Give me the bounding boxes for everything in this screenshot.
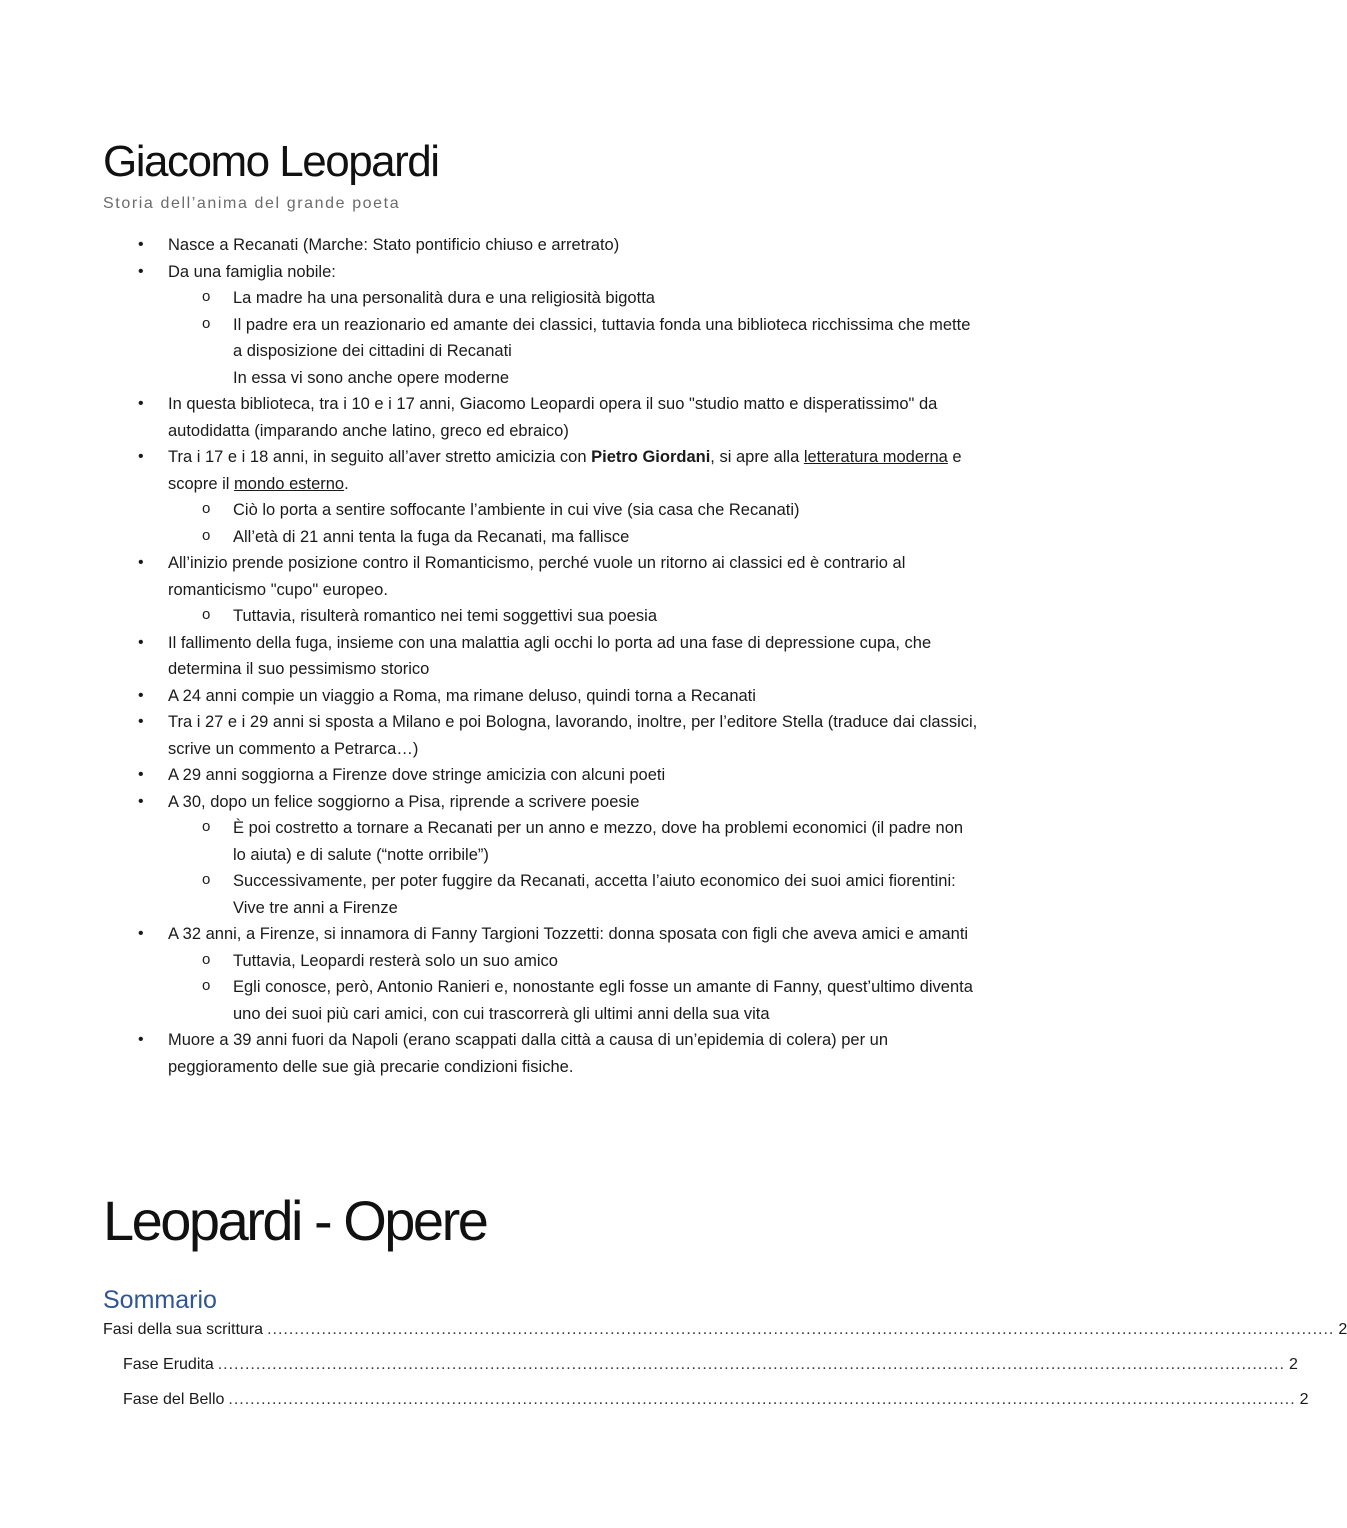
list-item: • In questa biblioteca, tra i 10 e i 17 anni, Giacomo Leopardi opera il suo "studio matto e disperatissimo" da autodidatta (imparando anche latino, greco ed ebraico) [0, 391, 1080, 444]
sub-list-item [0, 868, 1080, 921]
sub-list-text: In essa vi sono anche opere moderne [233, 368, 510, 387]
toc-entry-label[interactable]: Fase Erudita [123, 1356, 214, 1373]
toc-entry-page[interactable]: 2 [1338, 1321, 1347, 1338]
sub-list-item: o All’età di 21 anni tenta la fuga da Recanati, ma fallisce [0, 524, 1080, 551]
toc-leader-dots: .................................................................................................................................................................................................... [217, 1356, 1285, 1373]
sub-list-item: o È poi costretto a tornare a Recanati per un anno e mezzo, dove ha problemi economici (il padre non lo aiuta) e di salute (“notte orribile”) [0, 815, 1080, 868]
toc-entry[interactable] [123, 1391, 1309, 1413]
toc-entry-page[interactable]: 2 [1289, 1356, 1298, 1373]
sub-list-item: o Egli conosce, però, Antonio Ranieri e, nonostante egli fosse un amante di Fanny, quest’ultimo diventa uno dei suoi più cari amici, con cui trascorrerà gli ultimi anni della sua vita [0, 974, 1080, 1027]
sub-list-item: o Tuttavia, Leopardi resterà solo un suo amico [0, 948, 1080, 975]
sub-list-item: o Tuttavia, risulterà romantico nei temi soggettivi sua poesia [0, 603, 1080, 630]
sub-list-text: Vive tre anni a Firenze [233, 898, 398, 917]
bold-name: Pietro Giordani [591, 448, 711, 466]
toc-entry[interactable] [123, 1356, 1298, 1378]
list-text: Tra i 17 e i 18 anni, in seguito all’aver stretto amicizia con [168, 448, 592, 466]
page-title: Giacomo Leopardi [103, 137, 439, 186]
sub-list-text: o Successivamente, per poter fuggire da Recanati, accetta l’aiuto economico dei suoi amici fiorentini: [233, 872, 956, 890]
page-subtitle: Storia dell’anima del grande poeta [103, 195, 401, 212]
list-item: • A 29 anni soggiorna a Firenze dove stringe amicizia con alcuni poeti [0, 762, 1080, 789]
toc-leader-dots: .................................................................................................................................................................................................... [267, 1321, 1335, 1338]
list-text: , si apre alla [710, 448, 804, 466]
sub-list-text: o Il padre era un reazionario ed amante dei classici, tuttavia fonda una biblioteca ricchissima che mette a disposizione dei cittadini di Recanati [233, 315, 971, 360]
list-item: • A 32 anni, a Firenze, si innamora di Fanny Targioni Tozzetti: donna sposata con figli che aveva amici e amanti [0, 921, 1080, 948]
biography-list [0, 232, 1080, 1080]
list-item: • Da una famiglia nobile: [0, 259, 1080, 286]
list-item [0, 444, 1080, 497]
list-item: • A 24 anni compie un viaggio a Roma, ma rimane deluso, quindi torna a Recanati [0, 683, 1080, 710]
section-title: Leopardi - Opere [103, 1189, 487, 1252]
toc-entry[interactable] [103, 1321, 1347, 1343]
list-item: • All’inizio prende posizione contro il Romanticismo, perché vuole un ritorno ai classici ed è contrario al romanticismo "cupo" europeo. [0, 550, 1080, 603]
underlined-text: mondo esterno [234, 474, 345, 493]
toc-entry-label[interactable]: Fasi della sua scrittura [103, 1321, 264, 1338]
toc-heading: Sommario [103, 1286, 217, 1314]
toc-entry-page[interactable]: 2 [1299, 1391, 1309, 1408]
sub-list-item: o La madre ha una personalità dura e una religiosità bigotta [0, 285, 1080, 312]
underlined-text: letteratura moderna [803, 448, 948, 466]
toc-leader-dots: .................................................................................................................................................................................................... [228, 1391, 1296, 1408]
list-item: • Il fallimento della fuga, insieme con una malattia agli occhi lo porta ad una fase di depressione cupa, che determina il suo pessimismo storico [0, 630, 1080, 683]
list-item: • A 30, dopo un felice soggiorno a Pisa, riprende a scrivere poesie [0, 789, 1080, 816]
list-item: • Tra i 27 e i 29 anni si sposta a Milano e poi Bologna, lavorando, inoltre, per l’editore Stella (traduce dai classici, scrive un commento a Petrarca…) [0, 709, 1080, 762]
sub-list-item [0, 312, 1080, 392]
list-item: • Muore a 39 anni fuori da Napoli (erano scappati dalla città a causa di un’epidemia di colera) per un peggioramento delle sue già precarie condizioni fisiche. [0, 1027, 1080, 1080]
list-text: e scopre il [168, 448, 962, 493]
list-item: • Nasce a Recanati (Marche: Stato pontificio chiuso e arretrato) [0, 232, 1080, 259]
sub-list-item: o Ciò lo porta a sentire soffocante l’ambiente in cui vive (sia casa che Recanati) [0, 497, 1080, 524]
toc-entry-label[interactable]: Fase del Bello [123, 1391, 225, 1408]
list-text: . [344, 474, 349, 493]
